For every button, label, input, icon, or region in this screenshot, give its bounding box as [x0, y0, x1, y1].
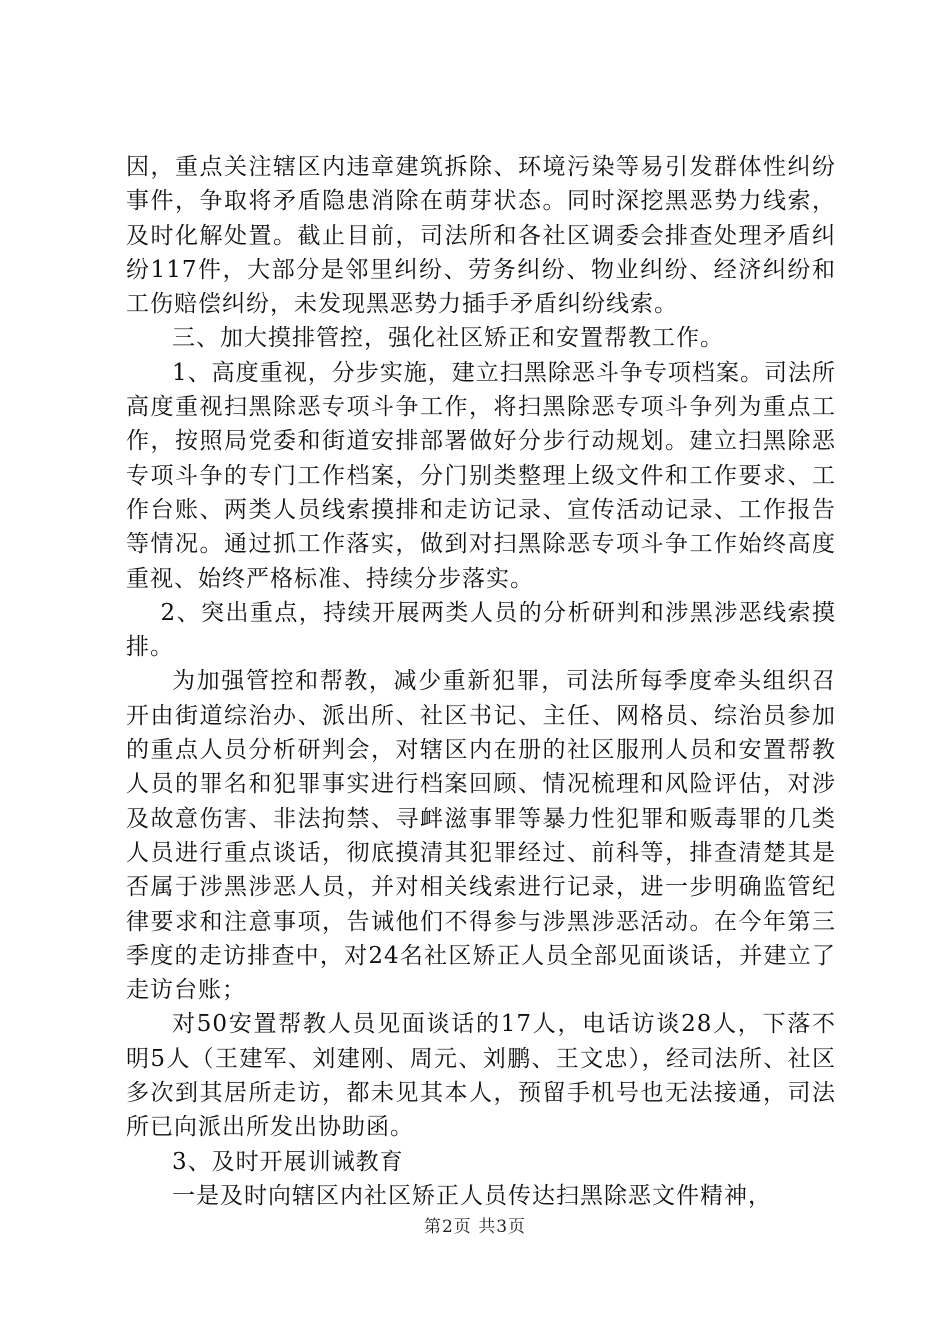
paragraph-item-2-heading: 2、突出重点，持续开展两类人员的分析研判和涉黑涉恶线索摸排。	[126, 599, 836, 661]
page-number-footer: 第2页 共3页	[423, 1217, 527, 1237]
paragraph-item-2-body: 为加强管控和帮教，减少重新犯罪，司法所每季度牵头组织召开由街道综治办、派出所、社区书记、主任、网格员、综治员参加的重点人员分析研判会，对辖区内在册的社区服刑人员和安置帮教人员的罪名和犯罪事实进行档案回顾、情况梳理和风险评估，对涉及故意伤害、非法拘禁、寻衅滋事罪等暴力性犯罪和贩毒罪的几类人员进行重点谈话，彻底摸清其犯罪经过、前科等，排查清楚其是否属于涉黑涉恶人员，并对相关线索进行记录，进一步明确监管纪律要求和注意事项，告诫他们不得参与涉黑涉恶活动。在今年第三季度的走访排查中，对24名社区矫正人员全部见面谈话，并建立了走访台账；	[126, 668, 836, 1004]
paragraph-item-3-heading: 3、及时开展训诫教育	[172, 1148, 404, 1175]
document-body	[126, 150, 836, 1213]
section-heading-3: 三、加大摸排管控，强化社区矫正和安置帮教工作。	[172, 325, 724, 352]
paragraph-item-1: 1、高度重视，分步实施，建立扫黑除恶斗争专项档案。司法所高度重视扫黑除恶专项斗争工作，将扫黑除恶专项斗争列为重点工作，按照局党委和街道安排部署做好分步行动规划。建立扫黑除恶专项斗争的专门工作档案，分门别类整理上级文件和工作要求、工作台账、两类人员线索摸排和走访记录、宣传活动记录、工作报告等情况。通过抓工作落实，做到对扫黑除恶专项斗争工作始终高度重视、始终严格标准、持续分步落实。	[126, 359, 836, 592]
paragraph-item-2-followup: 对50安置帮教人员见面谈话的17人，电话访谈28人，下落不明5人（王建军、刘建刚、周元、刘鹏、王文忠），经司法所、社区多次到其居所走访，都未见其本人，预留手机号也无法接通，司法所已向派出所发出协助函。	[126, 1011, 836, 1141]
paragraph-item-3-body: 一是及时向辖区内社区矫正人员传达扫黑除恶文件精神，	[172, 1182, 772, 1209]
paragraph-continuation: 因，重点关注辖区内违章建筑拆除、环境污染等易引发群体性纠纷事件，争取将矛盾隐患消除在萌芽状态。同时深挖黑恶势力线索，及时化解处置。截止目前，司法所和各社区调委会排查处理矛盾纠纷117件，大部分是邻里纠纷、劳务纠纷、物业纠纷、经济纠纷和工伤赔偿纠纷，未发现黑恶势力插手矛盾纠纷线索。	[126, 154, 836, 318]
